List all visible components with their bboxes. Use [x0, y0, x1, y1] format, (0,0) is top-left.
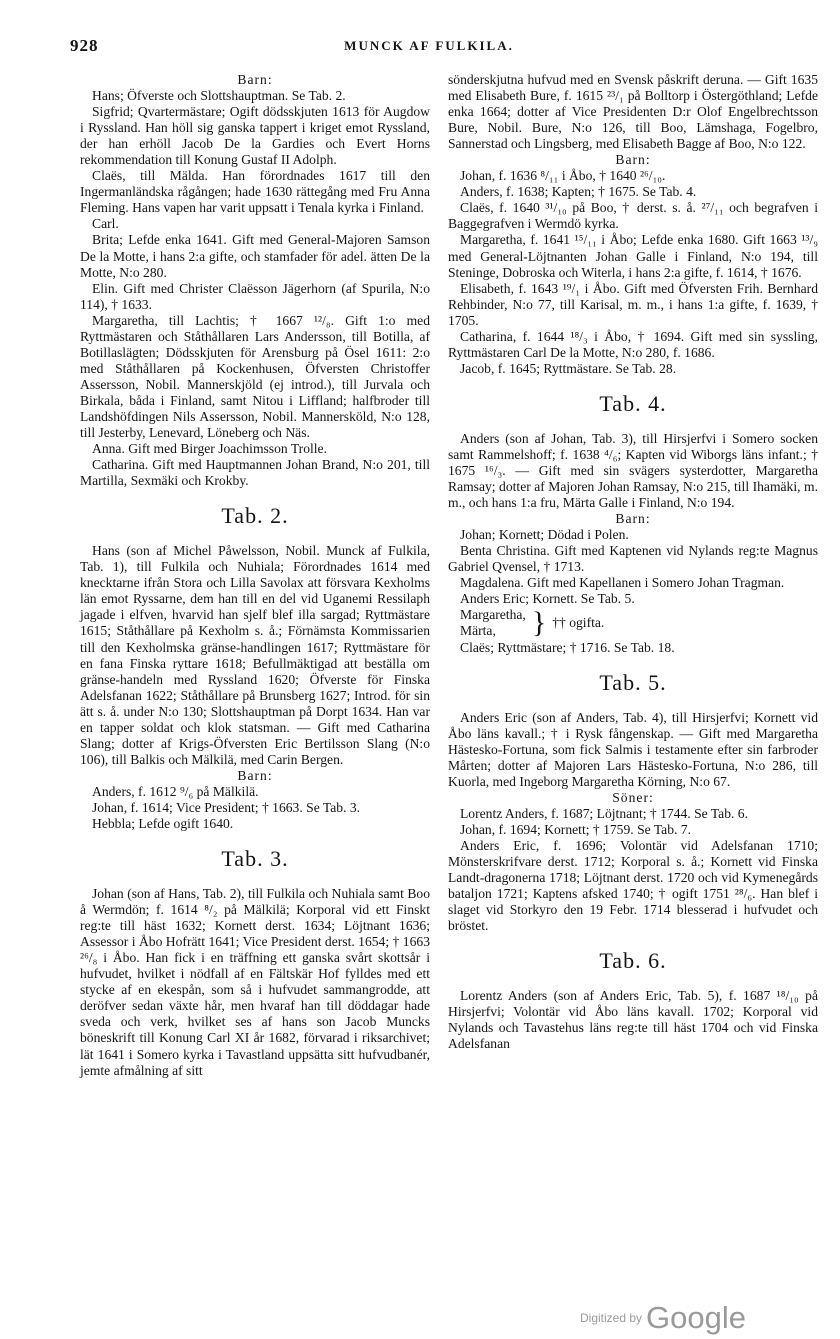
brace-glyph: } — [531, 606, 547, 640]
child-entry: Claës, till Mälda. Han förordnades 1617 till den Ingermanländska rågången; hade 1630 rättegång med Fru Anna Fleming. Hans vapen har varit uppsatt i Tenala kyrka i Finland. — [80, 168, 430, 216]
digitized-by-text: Digitized by — [580, 1311, 643, 1325]
child-entry: Johan, f. 1614; Vice President; † 1663. Se Tab. 3. — [92, 799, 361, 815]
table-heading: Tab. 4. — [599, 390, 667, 416]
table-heading: Tab. 3. — [221, 846, 289, 872]
child-entry: Elisabeth, f. 1643 ¹⁹/₁ i Åbo. Gift med Öfversten Frih. Bernhard Rehbinder, N:o 77, till Karisal, m. m., i hans 1:a gifte, f. 1639, † 1705. — [448, 280, 818, 328]
child-entry: Lorentz Anders, f. 1687; Löjtnant; † 1744. Se Tab. 6. — [460, 805, 748, 821]
left-column — [80, 72, 430, 1079]
genealogy-entry-continued: sönderskjutna hufvud med en Svensk påskrift deruna. — Gift 1635 med Elisabeth Bure, f. 1615 ²³/₁ på Bolltorp i Östergöthland; Lefde enka 1664; dotter af Vice Presidenten D:r Olof Engelbrechtsson Bure, Nobil. Bure, N:o 126, till Boo, Lämshaga, Fogelbro, Sannerstad och Lingsberg, med Elisabeth Bagge af Boo, N:o 122. — [448, 72, 818, 152]
child-entry: Johan; Kornett; Dödad i Polen. — [460, 527, 629, 543]
child-entry: Elin. Gift med Christer Claësson Jägerhorn (af Spurila, N:o 114), † 1633. — [80, 280, 430, 312]
digitization-watermark — [580, 1300, 746, 1336]
genealogy-entry: Johan (son af Hans, Tab. 2), till Fulkila och Nuhiala samt Boo å Wermdön; f. 1614 ⁸/₂ på Mälkilä; Korporal vid ett Finskt reg:te till häst 1632; Kornett derst. 1634; Löjtnant 1636; Assessor i Åbo Hofrätt 1641; Vice President derst. 1654; † 1663 ²⁶/₈ i Åbo. Han fick i en träffning ett ganska svårt skottsår i hufvudet, hvilket i nödfall af en Fältskär Hof fylldes med ett stycke af en ekespån, som så i hufvudet sammangrodde, att deröfver sedan växte hår, men hvaraf han till döddagar hade sveda och verk, hvilket ses af hans son Jacob Muncks böneskrift till Konung Carl XI år 1682, förvarad i riksarchivet; lät 1641 i Somero kyrka i Tavastland uppsätta sitt hufvudbanér, jemte afmålning af sitt — [80, 886, 430, 1078]
child-entry: Sigfrid; Qvartermästare; Ogift dödsskjuten 1613 för Augdow i Ryssland. Han höll sig ganska tappert i kriget emot Ryssland, der han erhöll Jacob De la Gardies och Evert Horns rekommendation till Konung Gustaf II Adolph. — [80, 104, 430, 168]
right-column — [448, 72, 818, 1052]
child-entry: Brita; Lefde enka 1641. Gift med General-Majoren Samson De la Motte, i hans 2:a gifte, och stamfader för adel. ätten De la Motte, N:o 280. — [80, 232, 430, 280]
child-entry: Margaretha, till Lachtis; † 1667 ¹²/₈. Gift 1:o med Ryttmästaren och Ståthållaren Lars Andersson, till Botilla, af Botillaslägten; Dödsskjuten för Arensburg på Ösel 1611: 2:o med Ståthållaren på Kockenhusen, Öfversten Christoffer Assersson, Nobil. Mannerskjöld (ej introd.), till Jurvala och Birkala, båda i Finland, samt Nitou i Liffland; halfbroder till Landshöfdingen Nils Assersson, Nobil. Mannersköld, N:o 128, till Jesterby, Lenevard, Löneberg och Näs. — [80, 312, 430, 441]
child-entry: Claës; Ryttmästare; † 1716. Se Tab. 18. — [460, 639, 675, 655]
section-label: Barn: — [615, 511, 651, 527]
child-entry: Claës, f. 1640 ³¹/₁₀ på Boo, † derst. s. å. ²⁷/₁₁ och begrafven i Baggegrafven i Wermdö kyrka. — [448, 200, 818, 232]
section-label: Barn: — [615, 152, 651, 168]
genealogy-entry: Anders (son af Johan, Tab. 3), till Hirsjerfvi i Somero socken samt Rammelshoff; f. 1638 ⁴/₆; Kapten vid Wiborgs läns infant.; † 1675 ¹⁶/₃. — Gift med sin svägers systerdotter, Margaretha Ramsay; dotter af Majoren Johan Ramsay, N:o 215, till Ihamäki, m. m., och hans 1:a fru, Märta Galle i Finland, N:o 194. — [448, 430, 818, 511]
page-header — [70, 36, 788, 60]
child-entry: Jacob, f. 1645; Ryttmästare. Se Tab. 28. — [460, 360, 677, 376]
child-name: Margaretha, — [460, 607, 526, 623]
child-entry: Catharina, f. 1644 ¹⁸/₃ i Åbo, † 1694. Gift med sin syssling, Ryttmästaren Carl De la Motte, N:o 280, f. 1686. — [448, 328, 818, 360]
section-label: Barn: — [237, 767, 273, 783]
child-entry: Johan, f. 1694; Kornett; † 1759. Se Tab. 7. — [460, 821, 692, 837]
child-entry: Hans; Öfverste och Slottshauptman. Se Tab. 2. — [92, 88, 346, 104]
child-entry: Margaretha, f. 1641 ¹⁵/₁₁ i Åbo; Lefde enka 1680. Gift 1663 ¹³/₉ med General-Löjtnanten Johan Galle i Finland, N:o 194, till Steninge, Dobroska och Witerla, i hans 2:a gifte, f. 1614, † 1676. — [448, 232, 818, 280]
child-entry: Anders, f. 1638; Kapten; † 1675. Se Tab. 4. — [460, 184, 697, 200]
section-label: Barn: — [237, 72, 273, 87]
child-entry: Anders Eric, f. 1696; Volontär vid Adelsfanan 1710; Mönsterskrifvare derst. 1712; Korporal s. å.; Kornett vid Finska Landt-dragonerna 1718; Löjtnant derst. 1720 och vid Kymenegårds bataljon 1721; Kaptens afsked 1740; † ogift 1751 ²⁸/₆. Han blef i slaget vid Storkyro den 19 Febr. 1714 blesserad i hufvudet och bröstet. — [448, 837, 818, 934]
genealogy-entry: Hans (son af Michel Påwelsson, Nobil. Munck af Fulkila, Tab. 1), till Fulkila och Nuhiala; Förordnades 1614 med knecktarne ifrån Stora och Lilla Savolax att försvara Kexholms län emot Ryssarne, dem han till en del vid Uganemi Ressilaph jagade i elfven, hvarvid han sjelf blef illa sargad; Ryttmästare 1615; Ståthållare på Kexholm s. å.; Förnämsta Kommissarien till den Kexholmska gränse-handlingen 1617; Ryttmästare för en fana Finska ryttare 1618; Befullmäktigad att beställa om gränse-handeln med Ryssland 1620; Öfverste för Finska Adelsfanan 1622; Ståthållare på Brunsberg 1627; Introd. för sin ätt s. å. under N:o 130; Slottshauptman på Dorpt 1634. Han var en tapper soldat och klok statsman. — Gift med Catharina Slang; dotter af Krigs-Öfversten Eric Bertilsson Slang (N:o 106), till Balkis och Mälkilä, med Carin Bergen. — [80, 543, 430, 767]
running-title: MUNCK AF FULKILA. — [344, 38, 514, 53]
table-heading: Tab. 5. — [599, 669, 667, 695]
child-entry: Anders Eric; Kornett. Se Tab. 5. — [460, 591, 635, 607]
genealogy-entry: Anders Eric (son af Anders, Tab. 4), till Hirsjerfvi; Kornett vid Åbo läns kavall.; † i Rysk fångenskap. — Gift med Margaretha Hästesko-Fortuna, som fick Salmis i testamente efter sin farbroder Mårten; dotter af Majoren Lars Hästesko-Fortuna, N:o 286, till Kuorla, med Ingeborg Margaretha Körning, N:o 67. — [448, 709, 818, 789]
child-name: Märta, — [460, 623, 496, 639]
google-wordmark: Google — [646, 1300, 746, 1335]
child-entry: Hebbla; Lefde ogift 1640. — [92, 816, 234, 832]
child-entry: Benta Christina. Gift med Kaptenen vid Nylands reg:te Magnus Gabriel Qvensel, † 1713. — [448, 543, 818, 575]
braced-entry — [448, 607, 818, 639]
child-entry: Anders, f. 1612 ⁹/₆ på Mälkilä. — [92, 783, 259, 799]
child-entry: Catharina. Gift med Hauptmannen Johan Brand, N:o 201, till Martilla, Sexmäki och Krokby. — [80, 457, 430, 489]
section-label: Söner: — [612, 789, 654, 805]
page-number: 928 — [70, 36, 99, 55]
child-entry: Magdalena. Gift med Kapellanen i Somero Johan Tragman. — [460, 575, 785, 591]
genealogy-entry: Lorentz Anders (son af Anders Eric, Tab. 5), f. 1687 ¹⁸/₁₀ på Hirsjerfvi; Volontär vid Åbo läns kavall. 1702; Korporal vid Nylands och Tavastehus läns reg:te till häst 1704 och vid Finska Adelsfanan — [448, 988, 818, 1052]
table-heading: Tab. 2. — [221, 503, 289, 529]
child-entry: Anna. Gift med Birger Joachimsson Trolle. — [92, 441, 327, 457]
braced-note: †† ogifta. — [552, 615, 605, 631]
child-entry: Carl. — [92, 216, 119, 232]
child-entry: Johan, f. 1636 ⁸/₁₁ i Åbo, † 1640 ²⁶/₁₀. — [460, 168, 666, 184]
table-heading: Tab. 6. — [599, 948, 667, 974]
